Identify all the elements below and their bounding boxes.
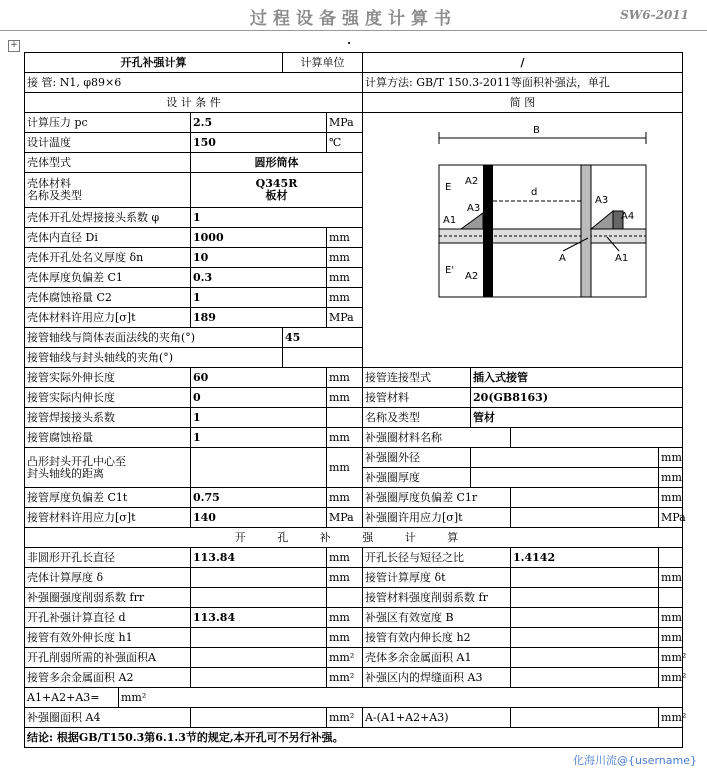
label-a2-bot: A2 [465,271,479,282]
calc-value[interactable] [191,568,327,588]
calc-label-2: 开孔长径与短径之比 [363,548,511,568]
calc-value-2[interactable] [511,648,659,668]
weld-left [461,213,483,229]
cond-value[interactable]: 150 [191,133,327,153]
cond-value[interactable]: 10 [191,248,327,268]
label-a1-left: A1 [443,215,457,226]
calc-value[interactable] [191,648,327,668]
calc-value-2[interactable] [511,628,659,648]
calc-value-2[interactable] [511,608,659,628]
pad-unit: MPa [659,508,683,528]
nozzle-unit: mm [327,428,363,448]
cond-value[interactable]: 1 [191,288,327,308]
nozzle-value[interactable]: 1 [191,428,327,448]
calc-value-2[interactable] [511,588,659,608]
calc-label: 接管有效外伸长度 h1 [25,628,191,648]
nozzle-label: 接管焊接接头系数 [25,408,191,428]
cond-unit: MPa [327,113,363,133]
nozzle-label-2: 名称及类型 [363,408,471,428]
calc-label: 壳体计算厚度 δ [25,568,191,588]
cond-unit: ℃ [327,133,363,153]
nozzle-label: 接管腐蚀裕量 [25,428,191,448]
label-e: E [445,182,452,193]
nozzle-value[interactable]: 140 [191,508,327,528]
nozzle-label-2: 接管连接型式 [363,368,471,388]
calc-unit: mm [327,608,363,628]
pad-area-label: 补强圈面积 A4 [25,708,191,728]
nozzle-wall-right [581,165,591,297]
calc-value-2[interactable] [511,668,659,688]
label-a3: A3 [595,195,609,206]
pad-thk-label: 补强圈厚度 [363,468,471,488]
label-a4: A4 [621,211,635,222]
pad-value[interactable] [511,508,659,528]
calc-label-2: 接管有效内伸长度 h2 [363,628,511,648]
deficit-label: A-(A1+A2+A3) [363,708,511,728]
conclusion: 结论: 根据GB/T150.3第6.1.3节的规定,本开孔可不另行补强。 [25,728,683,748]
cond-label: 壳体开孔处名义厚度 δn [25,248,191,268]
nozzle-wall-left [483,165,493,297]
angle-label: 接管轴线与封头轴线的夹角(°) [25,348,283,368]
label-a2-top: A2 [465,176,479,187]
nozzle-label-2: 补强圈材料名称 [363,428,511,448]
nozzle-unit: mm [327,388,363,408]
cond-label: 壳体开孔处焊接接头系数 φ [25,208,191,228]
angle-label: 接管轴线与筒体表面法线的夹角(°) [25,328,283,348]
unit-value[interactable]: / [363,53,683,73]
standard-version: SW6-2011 [620,8,689,22]
nozzle-unit: mm [327,368,363,388]
calc-unit-2: mm² [659,668,683,688]
calc-unit: mm [327,628,363,648]
pad-unit: mm [659,488,683,508]
cond-unit: mm [327,248,363,268]
design-conditions-header: 设 计 条 件 [25,93,363,113]
calc-value[interactable] [191,628,327,648]
calc-label-2: 壳体多余金属面积 A1 [363,648,511,668]
cond-unit: mm [327,268,363,288]
calc-unit: mm [327,548,363,568]
cond-label: 计算压力 pc [25,113,191,133]
angle-value[interactable] [283,348,363,368]
nozzle-value-2[interactable]: 管材 [471,408,683,428]
cond-label: 壳体材料许用应力[σ]t [25,308,191,328]
cond-label: 壳体厚度负偏差 C1 [25,268,191,288]
shell-lower [439,243,646,297]
calc-label: 开孔削弱所需的补强面积A [25,648,191,668]
table-move-handle-icon[interactable]: + [8,40,20,52]
calc-unit: mm [327,568,363,588]
cond-label: 壳体型式 [25,153,191,173]
calc-label-2: 接管计算厚度 δt [363,568,511,588]
calc-label-2: 补强区内的焊缝面积 A3 [363,668,511,688]
nozzle-value-2[interactable] [511,428,683,448]
calc-value[interactable]: 113.84 [191,548,327,568]
calc-value-2[interactable] [511,568,659,588]
cond-unit: MPa [327,308,363,328]
pad-od-unit: mm [659,448,683,468]
nozzle-label-2: 接管材料 [363,388,471,408]
deficit-value[interactable] [511,708,659,728]
label-a: A [559,253,566,264]
cond-unit: mm [327,228,363,248]
calc-unit: mm² [327,648,363,668]
calc-unit-2: mm [659,608,683,628]
nozzle-value-2[interactable]: 20(GB8163) [471,388,683,408]
sketch-header: 简 图 [363,93,683,113]
nozzle-value-2[interactable]: 插入式接管 [471,368,683,388]
calc-method: 计算方法: GB/T 150.3-2011等面积补强法，单孔 [363,73,683,93]
angle-value[interactable]: 45 [283,328,363,348]
calc-value-2[interactable]: 1.4142 [511,548,659,568]
pad-thk-value[interactable] [471,468,659,488]
calc-unit [327,588,363,608]
page-header [0,0,707,31]
convex-value[interactable] [191,448,327,488]
calc-unit-2: mm [659,568,683,588]
weld-a3 [591,211,613,229]
nozzle-value[interactable]: 1 [191,408,327,428]
cond-unit: mm [327,288,363,308]
reinforcement-diagram [363,113,679,359]
cond-value[interactable]: 189 [191,308,327,328]
cond-value[interactable]: 0.3 [191,268,327,288]
nozzle-label: 接管实际外伸长度 [25,368,191,388]
watermark: 化海川流@{username} [573,754,697,767]
pad-label: 补强圈许用应力[σ]t [363,508,511,528]
calc-label: 开孔补强计算直径 d [25,608,191,628]
calc-unit-2: mm² [659,648,683,668]
pad-od-label: 补强圈外径 [363,448,471,468]
calc-label: 非圆形开孔长直径 [25,548,191,568]
cond-label: 壳体内直径 Di [25,228,191,248]
calc-label-2: 接管材料强度削弱系数 fr [363,588,511,608]
calc-unit: mm² [327,668,363,688]
convex-label: 凸形封头开孔中心至 封头轴线的距离 [25,448,191,488]
label-a1-right: A1 [615,253,629,264]
cond-label: 壳体腐蚀裕量 C2 [25,288,191,308]
calc-value[interactable]: 113.84 [191,608,327,628]
nozzle-label: 接管材料许用应力[σ]t [25,508,191,528]
nozzle-unit: mm [327,488,363,508]
cond-value[interactable]: 圆形筒体 [191,153,363,173]
cond-label: 壳体材料 名称及类型 [25,173,191,208]
cond-value[interactable]: 1000 [191,228,327,248]
sum-unit: mm² [119,688,683,708]
cond-label: 设计温度 [25,133,191,153]
nozzle-unit: MPa [327,508,363,528]
nozzle-label: 接管实际内伸长度 [25,388,191,408]
calc-unit-2 [659,548,683,568]
nozzle-value[interactable]: 0.75 [191,488,327,508]
calc-unit-2 [659,588,683,608]
cond-value[interactable]: Q345R 板材 [191,173,363,208]
label-e2: E' [445,265,455,276]
sum-label: A1+A2+A3= [25,688,119,708]
calc-label-2: 补强区有效宽度 B [363,608,511,628]
calc-table [24,52,687,748]
nozzle-label: 接管厚度负偏差 C1t [25,488,191,508]
calc-value[interactable] [191,668,327,688]
calc-section-header: 开 孔 补 强 计 算 [25,528,683,548]
nozzle-unit [327,408,363,428]
unit-label: 计算单位 [283,53,363,73]
label-d: d [531,187,538,198]
document-title: 过程设备强度计算书 [250,9,457,29]
calc-value[interactable] [191,588,327,608]
pad-area-unit: mm² [327,708,363,728]
nozzle-value[interactable]: 0 [191,388,327,408]
nozzle-spec: 接 管: N1, φ89×6 [25,73,363,93]
calc-unit-2: mm [659,628,683,648]
pad-value[interactable] [511,488,659,508]
nozzle-value[interactable]: 60 [191,368,327,388]
section-title: 开孔补强计算 [25,53,283,73]
cursor-dot [348,42,350,44]
nozzle-sketch [363,113,683,368]
pad-area-value[interactable] [191,708,327,728]
calc-label: 接管多余金属面积 A2 [25,668,191,688]
label-b: B [533,125,540,136]
cond-value[interactable]: 2.5 [191,113,327,133]
label-a3-left: A3 [467,203,481,214]
calc-label: 补强圈强度削弱系数 frr [25,588,191,608]
cond-value[interactable]: 1 [191,208,363,228]
convex-unit: mm [327,448,363,488]
pad-od-value[interactable] [471,448,659,468]
pad-label: 补强圈厚度负偏差 C1r [363,488,511,508]
pad-thk-unit: mm [659,468,683,488]
deficit-unit: mm² [659,708,683,728]
